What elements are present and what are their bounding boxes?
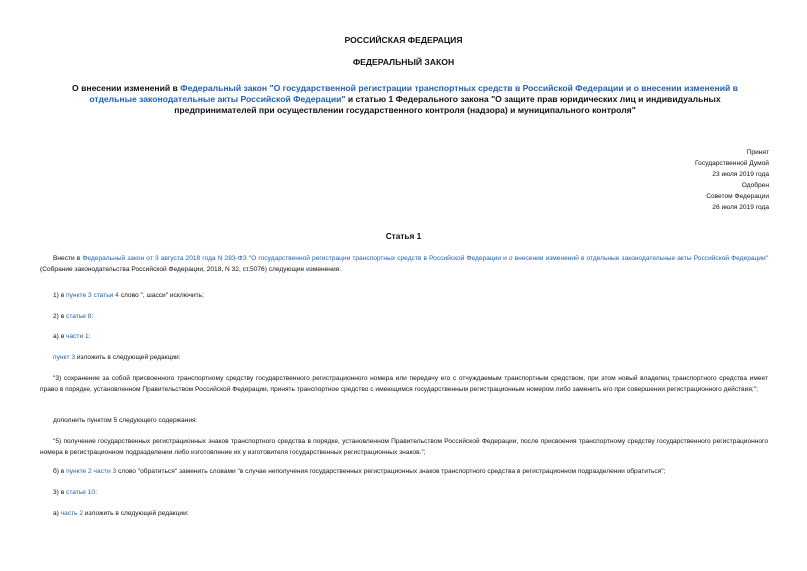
paragraph-item-2 [40,311,768,322]
paragraph-intro [40,253,768,275]
paragraph-text: : [91,313,94,320]
paragraph-text: слово "обратиться" заменить словами "в случае неполучения государственных регистрационных знаков транспортного средства в регистрационном подразделении обратиться"; [116,468,666,475]
paragraph-item-3 [40,487,768,498]
paragraph-add-point-5: дополнить пунктом 5 следующего содержания: [53,417,198,424]
paragraph-point-3 [40,352,768,363]
paragraph-text: б) в [53,468,67,475]
adopted-by: Государственной Думой [695,160,769,167]
adoption-block [695,147,769,213]
paragraph-text: (Собрание законодательства Российской Федерации, 2018, N 32, ст.5076) следующие изменения: [40,266,342,273]
paragraph-new-point-5: "5) получение государственных регистрационных знаков транспортного средства в порядке, установленном Правительством Российской Федерации, после присвоения транспортному средству государственного регистрационного номера в регистрационном подразделении либо изготовление их у изготовителя государственных регистрационных знаков."; [40,438,768,456]
adopted-date: 23 июля 2019 года [712,171,769,178]
approved-by: Советом Федерации [706,193,769,200]
paragraph-new-wording-3: "3) сохранение за собой присвоенного транспортному средству государственного регистрационного номера или передачу его с отчуждаемым транспортным средством, при этом новый владелец транспортного средства имеет право в порядке, установленном Правительством Российской Федерации, принять транспортное средство с имеющимся государственным регистрационным номером либо заменить его при совершении регистрационного действия;"; [40,375,768,393]
paragraph-item-2a [40,331,768,342]
law-title [60,83,750,116]
paragraph-text: Внести в [53,255,83,262]
article-8-link[interactable]: статье 8 [66,313,92,320]
law-title-text-2: и статью 1 Федерального закона "О защите прав юридических лиц и индивидуальных предпринимателей при осуществлении государственного контроля (надзора) и муниципального контроля" [174,94,721,115]
paragraph-text: слово ", шасси" исключить; [118,292,204,299]
paragraph-item-3a [40,508,768,519]
part-2-link[interactable]: часть 2 [60,510,84,517]
paragraph-item-1 [40,290,768,301]
paragraph-text: : [95,489,97,496]
point-3-link[interactable]: пункт 3 [53,354,75,361]
part-3-link[interactable]: пункте 2 части 3 [66,468,117,475]
paragraph-text: а) в [53,333,67,340]
paragraph-text: 1) в [53,292,67,299]
federal-law-link[interactable]: Федеральный закон от 3 августа 2018 года N 283-ФЗ "О государственной регистрации транспортных средств в Российской Федерации и о внесении изменений в отдельные законодательные акты Российской Федерации" [82,255,769,262]
part-1-link[interactable]: части 1 [66,333,89,340]
adopted-label: Принят [746,149,769,156]
article-4-link[interactable]: пункте 3 статьи 4 [66,292,119,299]
law-type-heading: ФЕДЕРАЛЬНЫЙ ЗАКОН [352,57,455,67]
paragraph-text: изложить в следующей редакции: [75,354,181,361]
article-heading: Статья 1 [385,231,422,241]
country-heading: РОССИЙСКАЯ ФЕДЕРАЦИЯ [344,35,463,45]
approved-date: 26 июля 2019 года [712,204,769,211]
paragraph-item-2b [40,466,768,477]
paragraph-text: 3) в [53,489,67,496]
paragraph-text: 2) в [53,313,67,320]
paragraph-text: изложить в следующей редакции: [83,510,189,517]
approved-label: Одобрен [741,182,769,189]
paragraph-text: а) [53,510,61,517]
law-title-link[interactable]: Федеральный закон "О государственной регистрации транспортных средств в Российской Федерации и о внесении изменений в отдельные законодательные акты Российской Федерации" [89,83,738,104]
paragraph-text: : [88,333,91,340]
article-10-link[interactable]: статье 10 [66,489,96,496]
law-title-text: О внесении изменений в [72,83,181,93]
